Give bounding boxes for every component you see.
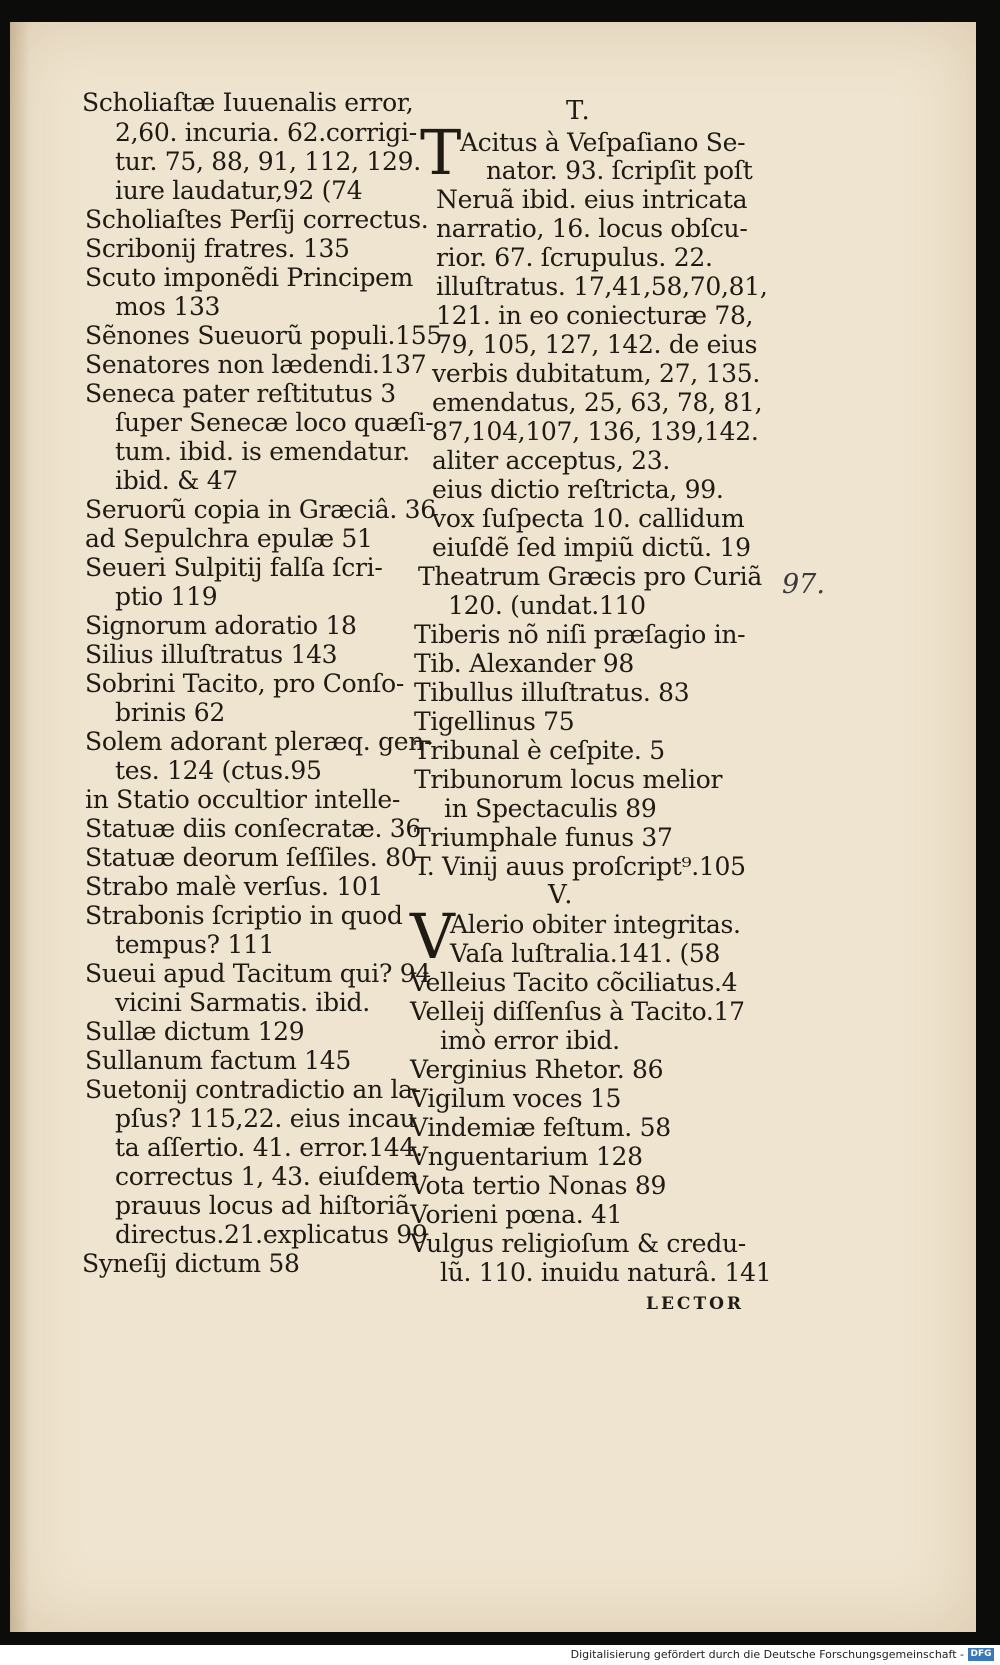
index-line: Vota tertio Nonas 89 [410,1171,667,1200]
index-line: Senatores non lædendi.137 [85,350,427,379]
index-line: Tiberis nõ niſi præſagio in- [414,620,746,649]
index-line: Scribonij fratres. 135 [85,234,350,263]
index-line: Signorum adoratio 18 [85,611,357,640]
index-line: Triumphale funus 37 [414,823,673,852]
index-line: Sueui apud Tacitum qui? 94 [85,959,431,988]
index-line: correctus 1, 43. eiuſdem [115,1162,419,1191]
index-line: Verginius Rhetor. 86 [410,1055,664,1084]
index-line: nator. 93. ſcripſit poſt [486,156,753,185]
index-line: Tib. Alexander 98 [414,649,634,678]
index-line: prauus locus ad hiſtoriã [115,1191,410,1220]
index-line: Scholiaſtæ Iuuenalis error, [82,88,414,117]
index-line: imò error ibid. [440,1026,620,1055]
index-line: Vindemiæ feſtum. 58 [410,1113,671,1142]
index-line: mos 133 [115,292,221,321]
dfg-logo-icon: DFG [968,1648,994,1661]
index-line: Suetonij contradictio an la- [85,1075,421,1104]
index-line: illuſtratus. 17,41,58,70,81, [436,272,768,301]
index-line: Strabo malè verſus. 101 [85,872,384,901]
index-line: in Statio occultior intelle- [85,785,401,814]
index-line: in Spectaculis 89 [444,794,657,823]
index-line: Statuæ deorum ſeſſiles. 80 [85,843,417,872]
funding-credit: Digitalisierung gefördert durch die Deutsche Forschungsgemeinschaft - [570,1648,964,1661]
index-line: 79, 105, 127, 142. de eius [436,330,758,359]
index-line: eius dictio reſtricta, 99. [432,475,724,504]
index-line: 2,60. incuria. 62.corrigi- [115,118,417,147]
index-line: pſus? 115,22. eius incau [115,1104,416,1133]
section-heading-t: T. [566,96,592,126]
section-heading-v: V. [548,880,575,910]
index-line: Tigellinus 75 [414,707,575,736]
index-line: vicini Sarmatis. ibid. [115,988,370,1017]
index-line: brinis 62 [115,698,225,727]
index-line: Seueri Sulpitij falſa ſcri- [85,553,383,582]
index-line: tempus? 111 [115,930,275,959]
index-line: ad Sepulchra epulæ 51 [85,524,373,553]
index-line: narratio, 16. locus obſcu- [436,214,748,243]
index-line: ptio 119 [115,582,218,611]
index-line: Seruorũ copia in Græciâ. 36 [85,495,436,524]
index-line: Alerio obiter integritas. [450,910,741,939]
index-line: Seneca pater reſtitutus 3 [85,379,396,408]
index-line: Neruã ibid. eius intricata [436,185,748,214]
catchword: LECTOR [646,1294,745,1314]
index-line: Velleius Tacito cõciliatus.4 [410,968,738,997]
index-line: Vorieni pœna. 41 [410,1200,623,1229]
index-line: eiuſdẽ ſed impiũ dictũ. 19 [432,533,751,562]
index-line: T. Vinij auus proſcript⁹.105 [414,852,746,881]
index-line: ſuper Senecæ loco quæſi- [115,408,434,437]
index-line: Syneſij dictum 58 [82,1249,300,1278]
index-line: Scholiaſtes Perſij correctus. [85,205,429,234]
index-line: Vnguentarium 128 [410,1142,643,1171]
index-line: rior. 67. ſcrupulus. 22. [436,243,713,272]
index-line: Vulgus religioſum & credu- [410,1229,746,1258]
index-line: verbis dubitatum, 27, 135. [432,359,761,388]
index-line: Solem adorant pleræq. gen- [85,727,433,756]
index-line: Sullæ dictum 129 [85,1017,305,1046]
handwritten-margin-note: 97. [782,569,825,600]
index-line: iure laudatur,92 (74 [115,176,363,205]
index-line: ibid. & 47 [115,466,238,495]
index-line: Tribunal è ceſpite. 5 [414,736,665,765]
index-line: Sẽnones Sueuorũ populi.155 [85,321,442,350]
index-line: aliter acceptus, 23. [432,446,670,475]
index-line: Strabonis ſcriptio in quod [85,901,403,930]
index-line: tes. 124 (ctus.95 [115,756,322,785]
index-line: tum. ibid. is emendatur. [115,437,410,466]
index-line: Tibullus illuſtratus. 83 [414,678,690,707]
index-line: Theatrum Græcis pro Curiã [418,562,762,591]
index-line: tur. 75, 88, 91, 112, 129. [115,147,421,176]
index-line: 120. (undat.110 [448,591,646,620]
index-line: Vigilum voces 15 [410,1084,622,1113]
index-line: Acitus à Veſpaſiano Se- [460,128,746,157]
dropcap-v: V [410,900,455,973]
page-gutter-shadow [10,22,30,1632]
index-line: Sullanum factum 145 [85,1046,351,1075]
index-line: ta aſſertio. 41. error.144. [115,1133,423,1162]
index-line: Vaſa luſtralia.141. (58 [450,939,721,968]
index-line: Velleij diſſenſus à Tacito.17 [410,997,745,1026]
index-line: Sobrini Tacito, pro Conſo- [85,669,404,698]
index-line: directus.21.explicatus 99 [115,1220,428,1249]
index-line: emendatus, 25, 63, 78, 81, [432,388,763,417]
index-line: Scuto imponẽdi Principem [85,263,414,292]
index-line: Tribunorum locus melior [414,765,723,794]
index-line: Statuæ diis conſecratæ. 36 [85,814,421,843]
index-line: Silius illuſtratus 143 [85,640,338,669]
index-line: vox ſuſpecta 10. callidum [432,504,745,533]
index-line: 87,104,107, 136, 139,142. [432,417,759,446]
index-line: 121. in eo coniecturæ 78, [436,301,754,330]
index-line: lũ. 110. inuidu naturâ. 141 [440,1258,772,1287]
dropcap-t: T [420,116,462,189]
